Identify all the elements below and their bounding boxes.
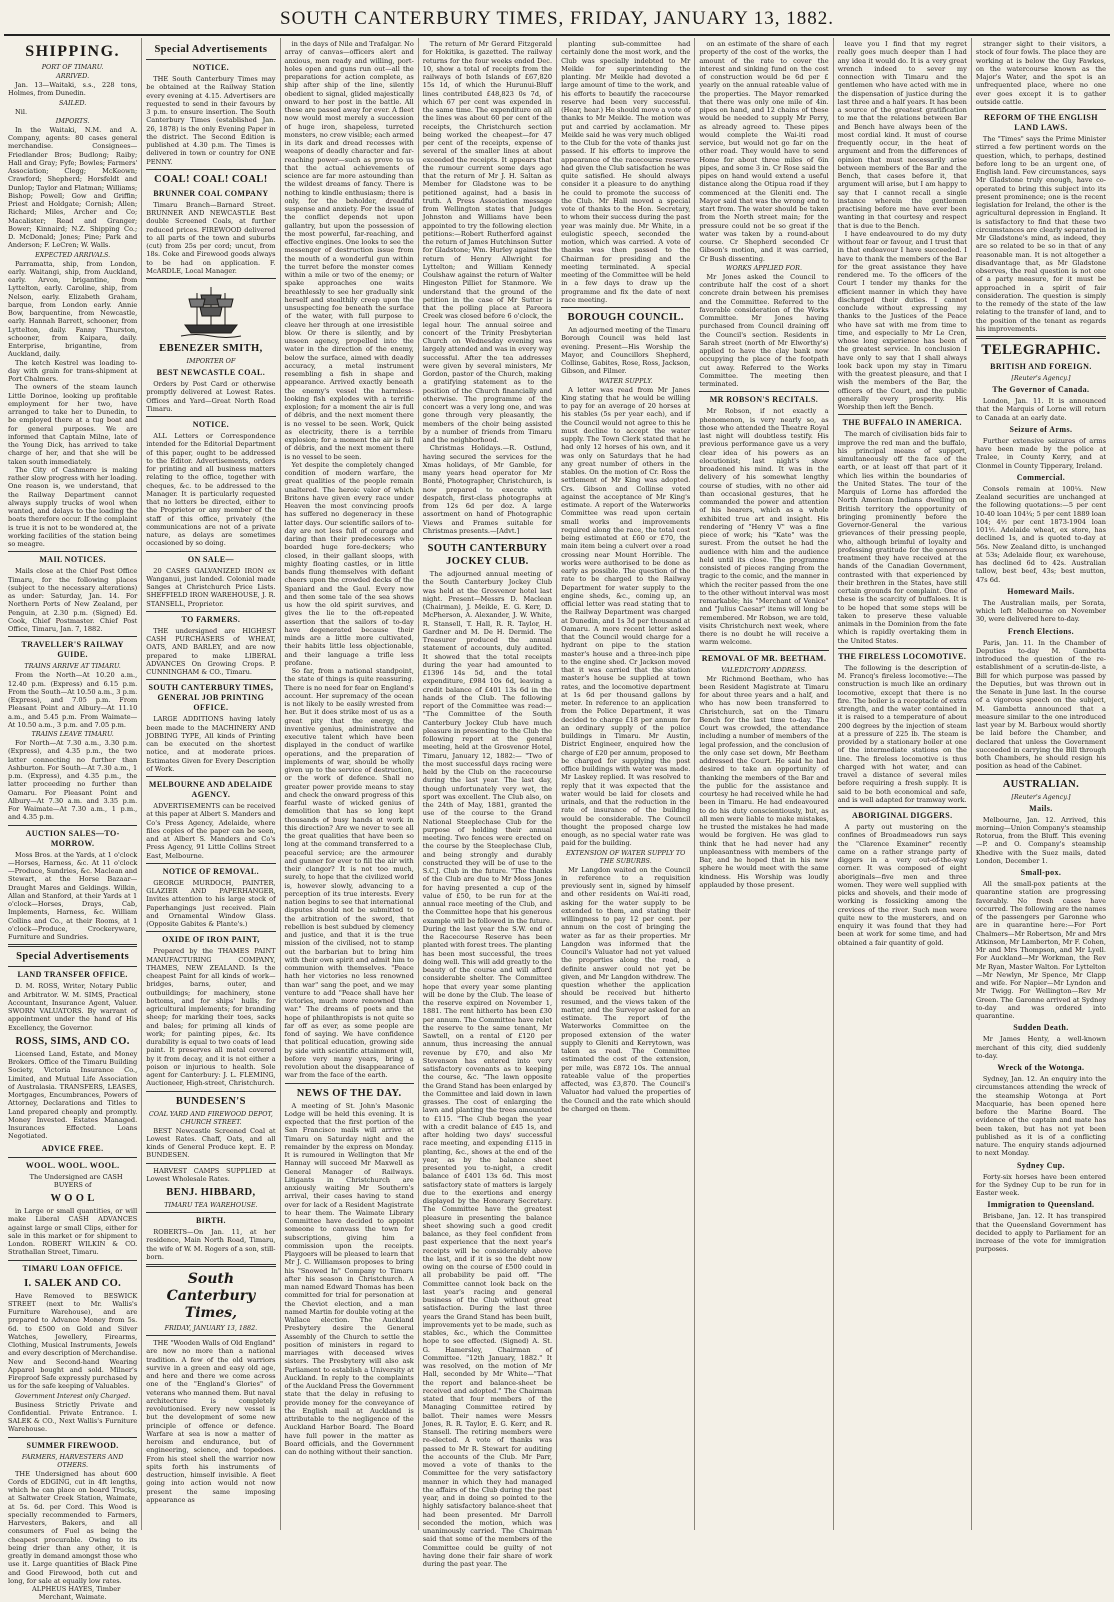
lead-article-cont-3: So far, from a national standpoint, the state of things is quite reassuring. There is no need for fear on England's account. Her supremacy of the ocean is not likely to be easily wrested from her. But it does strike most of us as a great pity that the energy, the inventive genius, administrative and executive talent which have been displayed in the conduct of warlike operations, and the preparation of implements of war, should be wholly given up to the service of destruction, or the work of defence. Shall no greater power provide means to stay and check the onward progress of this fearful waste of wicked genius of demolition that has so long kept thousands of busy hands at work in this direction? Are we never to see all the great qualities that have been so long at the command transferred to a peaceful service; are the armourer and gunner for ever to fill the air with their clangor? It is not too much, surely, to hope that the civilized world is, however slowly, advancing to a perception of its true interests. Every nation begins to see that international disputes should not be submitted to the arbitration of the sword, that rebellion is best subdued by clemency and justice, and that it is the true mission of the civilised, not to stamp out the barbarian but to bring him with their own spirit and admit him to communion with themselves. "Peace hath her victories no less renowned than war" sang the poet, and we may venture to add "Peace shall have her victories, much more renowned than war." The dreams of poets and the hope of philanthropists is not quite so far off as ever, as some people are fond of saying. We have confidence that political education, growing side by side with scientific attainment will, before very many years, bring a revolution about the disappearance of war from the face of the earth. <box>284 667 414 1080</box>
cup-text: Forty-six horses have been entered for the Sydney Cup to be run for in Easter week. <box>975 1172 1106 1197</box>
lead-article-cont: in the days of Nile and Trafalgar. No array of canvas—officers alert and anxious, men ready and willing, port-holes open and guns run out—all the preparations for action complete, as ship after ship of the line, silently obedient to signal, glided majestically onward to her post in the battle. All these are passed away for ever. A fleet now would most merely a succession of huge iron, shapeless, turreted monsters, no crew visible; each armed in its dark and dread recesses with weapons of deadly character and far-reaching power—such as prove to us that the actual achievements of science are far more astounding than the wildest dreams of fancy. There is nothing to kindle enthusiasm; there is only, for the beholder, dreadful suspense and anxiety. For the issue of the conflict depends not upon gallantry, but upon the possession of the most powerful, far-reaching, and effective engines. One looks to see the messenger of destruction issue from the mouth of a wonderful gun within the turret before the monster comes within a mile or two of the enemy; or spake approaches one waits breathlessly to see her gradually sink herself and stealthily creep upon the unsuspecting foe beneath the surface of the water, with full purpose to cleave her through at one irresistible blow. Or there is silently, and by unseen agency, propelled into the water in the direction of the enemy, below the surface, aimed with deadly accuracy, a metal instrument resembling a fish in shape and appearance. Arrived exactly beneath the enemy's vessel the harmless-looking fish explodes with a terrific explosion; for a moment the air is full of débris, and the next moment there is no vessel to be seen. Work, Quick as electricity, there is a terrible explosion; for a moment the air is full of débris, and the next moment there is no vessel to be seen. <box>284 40 414 461</box>
extension-heading: EXTENSION OF WATER SUPPLY TO THE SUBURBS. <box>565 848 686 865</box>
removal-heading: NOTICE OF REMOVAL. <box>162 866 260 876</box>
firewood-text: THE Undersigned has about 600 Cords of EDGING, cut in 4ft lengths, which he can place on board Trucks, at Saltwater Creek Station, Waimate, at 5s. 6d. per Cord. This Wood is specially recommended to Farmers, Harvesters, Bakers, and all consumers of Fuel as being the cheapest procurable. Owing to its being drier than any other, it is greatly in demand amongst those who use it. Large quantities of Black Pine and Good Firewood, both cut and long, for sale at equally low rates. <box>8 1469 138 1585</box>
wreck-text: Sydney, Jan. 12. An enquiry into the circumstances attending the wreck of the steamship Wotonga at Port Macquarie, has been opened here before the Marine Board. The evidence of the captain and mate has been taken, but has not yet been published as it is of a conflicting nature. The enquiry stands adjourned to next Monday. <box>975 1075 1106 1158</box>
paper-title: South Canterbury Times, <box>166 1271 256 1321</box>
divider <box>146 931 275 932</box>
melb-text: ADVERTISEMENTS can be received at this paper at Albert S. Manders and Co's Press Agency, Adelaide, where files copies of the paper can be seen, and at Albert S. Manders and Co's Press Agency, 91 Little Collins Street East, Melbourne. <box>146 802 276 860</box>
reuters-agency-2: [Reuter's Agency.] <box>1011 792 1071 801</box>
commercial-text: Consols remain at 100¼. New Zealand securities are unchanged at the following quotations:—5 per cent 10-40 loan 104¼; 5 per cent 1889 loan 104; 4½ per cent 1873-1904 loan 101½. Adelaide wheat, ex store, has declined 1s, and is quoted to-day at 56s. New Zealand ditto, is unchanged at 53s; Adelaide flour, ex warehouse, has declined 6d to 42s. Australian tallow, best beef, 43s; best mutton, 47s 6d. <box>975 484 1106 584</box>
expected-text: Parramatta, ship, from London, early. Waitangi, ship, from Auckland, early. Arvon, brigantine, from Lyttelton, early. Caroline, ship, from Nelson, early. Elizabeth Graham, barque, from London early. Annie Bow, barquentine, from Newcastle, early. Hannah Barrett, schooner, from Lyttelton, daily. Fanny Thurston, schooner, from Kaipara, daily. Enterprise, brigantine, from Auckland, daily. <box>8 259 138 359</box>
job-heading: SOUTH CANTERBURY TIMES, GENERAL JOB PRINTING OFFICE. <box>148 683 274 713</box>
masthead-rule <box>4 34 1110 36</box>
city-text: The City of Cashmere is making rather slow progress with her loading. One reason is, we understand, that the Railway Department cannot always supply trucks of wool when wanted, and delays to the loading the boats therefore occur. If the complaint is true it is not to be wondered at, the working facilities of the station being so meagre. <box>8 465 138 548</box>
works-text: Mr Jones asked the Council to contribute half the cost of a short concrete drain between his premises and the Committee. Referred to the favorable consideration of the Works Committee. Mr Jones having purchased from Council draining off the Council's section. Residents in Sarah street (north of Mr Elworthy's) applied to have the clay bank now occupying the place of the footpath cut away. Referred to the Works Committee. The meeting then terminated. <box>699 272 829 388</box>
divider <box>146 551 275 552</box>
british-foreign-heading: BRITISH AND FOREIGN. <box>990 362 1092 371</box>
commercial-heading: Commercial. <box>1016 472 1066 482</box>
land-heading: LAND TRANSFER OFFICE. <box>17 970 128 980</box>
loan-heading: TIMARU LOAN OFFICE. <box>22 1263 123 1273</box>
notice2-heading: NOTICE. <box>192 420 230 429</box>
paper-date: FRIDAY, JANUARY 13, 1882. <box>164 1324 258 1332</box>
wool-text: The Undersigned are CASH BUYERS of <box>29 1172 123 1189</box>
beetham-text-cont: leave you I find that my regret really goes much deeper than I had any idea it would do. It is a very great wrench indeed to sever my connection with Timaru and the gentlemen who have acted with me in the dispensation of justice during the last three and a half years. It has been a source of the greatest gratification to me that the relations between Bar and Bench have always been of the most cordial kind. It must of course frequently occur, in the heat of argument and from the differences of opinion that must necessarily arise between members of the Bar and the Bench, that cases before it, that argument will arise, but I am happy to say that I cannot recall a single instance wherein the gentlemen practising before me have ever been wanting in that courtesy and respect that is due to the Bench. <box>837 40 967 230</box>
wool-heading: WOOL. WOOL. WOOL. <box>25 1160 120 1170</box>
ross-footer: ADVICE FREE. <box>41 1143 104 1153</box>
ebenezer-heading: EBENEZER SMITH, <box>159 343 263 354</box>
death-heading: Sudden Death. <box>1013 1023 1069 1033</box>
column-2 <box>142 38 280 1530</box>
jockey-text: The adjourned annual meeting of the South Canterbury Jockey Club was held at the Grosvenor hotel last night. Present—Messrs D. Maclean (Chairman), J. Meikle, E. G. Kerr, D. McPherson, A. Alexander, J. W. White, R. Stansell, T. Hall, R. R. Taylor, H. Gardner and M. De H. Dermid. The Treasurer produced the annual statement of accounts, duly audited. It showed that the total receipts during the year had amounted to £1396 14s 5d, and the total expenditure, £984 10s 6d, leaving a credit balance of £401 13s 6d in the hands of the Club. The following report of the Committee was read:— "The Committee of the South Canterbury Jockey Club have much pleasure in presenting to the Club the following report at the general meeting, held at the Grosvenor Hotel, Timaru, January 12, 1882:— "Two of the most successful days racing were held by the Club on the racecourse during the last year. The last day, though unfortunately very wet, the sport was excellent. The Club also, on the 24th of May, 1881, granted the use of the course to the Grand National Steeplechase Club for the purpose of holding their annual meeting. Two fences were erected on the course by the Steeplechase Club, and being strongly and durably constructed they will be of use to the S.C.J. Club in the future. "The thanks of the Club are due to Mr Moss Jones for having presented a cup of the value of £50, to be run for at the annual race meeting of the Club, and the Committee hope that his generous example will be followed in the future. During the last year the S.W. end of the Racecourse Reserve has been planted with forest trees. The planting has been most successful, the trees doing well. This will add greatly to the beauty of the course and will afford considerable shelter. The Committee hope that every year some planting will be done by the Club. The lease of the reserve expired on November 1, 1881. The rent hitherto has been £30 per annum. The Committee have relet the reserve to the same tenant, Mr Sawtell, on a rental of £120 per annum, thus increasing the annual revenue by £70, and also Mr Stevenson has entered into very satisfactory covenants as to keeping the course, &c. "The lawn opposite the Grand Stand has been enlarged by the Committee and laid down in lawn grasses. The cost of enlarging the lawn and planting the trees amounted to £115. "The Club began the year with a credit balance of £45 1s, and after holding two days' successful race meeting, and expending £115 in planting, &c., shows at the end of the year, as by the balance sheet presented you to-night, a credit balance of £401 13s 6d. This most satisfactory state of matters is largely due to the exertions and energy displayed by the Honorary Secretary. The Committee have the greatest pleasure in presenting the balance sheet showing such a good credit balance, as they feel confident from past experience that the next year's receipts will be considerably above the last, and if it is so the debt now owing on the course of £500 could in all probability be paid off. "The Committee cannot look back on the last year's racing and general business of the Club without great satisfaction. During the last three years the Grand Stand has been built, improvements yet to be made, such as stables, &c., which the Committee hope to see effected. (Signed) A. St. G. Hamersley, Chairman of Committee. "12th January, 1882." It was resolved, on the motion of Mr Hall, seconded by Mr White—"That the report and balance-sheet be received and adopted." The Chairman stated that four members of the Managing Committee retired by ballot. Their names were Messrs Jones, R. R. Taylor, E. G. Kerr, and R. Stansell. The retiring members were re-elected. A vote of thanks was passed to Mr R. Stewart for auditing the accounts of the Club. Mr Parr, moved a vote of thanks to the Committee for the very satisfactory manner in which they had managed the affairs of the Club during the past year, and in doing so pointed to the highly satisfactory balance-sheet that had been presented. Mr Darroll seconded the motion, which was unanimously carried. The Chairman said that some of the members of the Committee could be guilty of not having done their fair share of work during the past year. The <box>422 570 553 1568</box>
smallpox-heading: Small-pox. <box>1020 868 1062 877</box>
farmers-heading: TO FARMERS. <box>181 614 241 624</box>
wool-big: W O O L <box>50 1193 95 1204</box>
divider <box>976 336 1106 339</box>
shipping-heading: SHIPPING. <box>25 43 121 60</box>
fireless-heading: THE FIRELESS LOCOMOTIVE. <box>838 651 967 661</box>
ross-text: Licensed Land, Estate, and Money Brokers. Office of the Timaru Building Society, Victoria Insurance Co., Limited, and Mutual Life Association of Australasia. TRANSFERS, LEASES, Mortgages, Encumbrances, Powers of Attorney, Declarations and Titles to Land prepared cheaply and promptly. Money Invested. Estates Managed. Insurances Effected. Loans Negotiated. <box>8 1049 138 1141</box>
divider <box>8 966 137 967</box>
bundesen-heading: BUNDESEN'S <box>175 1095 246 1107</box>
owners-text: The owners of the steam launch Little Dorinoe, looking up profitable employment for her two, have arranged to take her to Dunedin, to be employed there at a tug boat and for general purposes. We are informed that Captain Milne, late of the Young Dick, has arrived to take charge of her, and that she will be taken south immediately. <box>8 383 138 466</box>
farmers-text: THE undersigned are HIGHEST CASH PURCHASERS of WHEAT, OATS, AND BARLEY, and are now prepared to make LIBERAL ADVANCES On Growing Crops. P. CUNNINGHAM & CO., Timaru. <box>146 626 276 676</box>
ebenezer-text: Orders by Post Card or otherwise promptly delivered at Lowest Rates. Offices and Yard—Great North Road Timaru. <box>146 380 276 413</box>
wool-text-2: in Large or small quantities, or will make Liberal CASH ADVANCES against large or small Clips, either for sale in this market or for shipment to London. ROBERT WILKIN & CO. Strathallan Street, Timaru. <box>8 1207 138 1257</box>
hibbard-heading: BENJ. HIBBARD, <box>166 1187 256 1198</box>
columns <box>4 38 1110 1602</box>
column-4 <box>419 38 557 1568</box>
loan-text: Have Removed to BESWICK STREET (next to Mr. Wallis's Furniture Warehouse), and are prepared to Advance Money from 5s. 6d. to £500 on Gold and Silver Watches, Jewellery, Firearms, Clothing, Musical Instruments, Jewels and every description of Merchandise. New and Second-hand Wearing Apparel bought and sold. Milner's Fireproof Safe expressly purchased by us for the safe keeping of Valuables. <box>8 1291 138 1391</box>
reform-heading: REFORM OF THE ENGLISH LAND LAWS. <box>983 113 1098 132</box>
beetham-sub: VALEDICTORY ADDRESS. <box>721 665 807 674</box>
french-heading: French Elections. <box>1007 626 1075 636</box>
special-ads-heading: Special Advertisements <box>16 951 130 963</box>
rail-sub-2: TRAINS LEAVE TIMARU. <box>31 730 114 738</box>
divider <box>146 863 275 864</box>
death-text: Mr James Henty, a well-known merchant of this city, died suddenly to-day. <box>975 1035 1106 1060</box>
divider <box>561 307 690 308</box>
divider <box>699 391 828 392</box>
column-5 <box>557 38 695 1530</box>
firewood-sub: FARMERS, HARVESTERS AND OTHERS. <box>21 1452 124 1469</box>
divider <box>976 774 1106 775</box>
divider <box>8 1260 137 1261</box>
divider <box>146 416 275 417</box>
oxide-text: Prepared by the THAMES PAINT MANUFACTURING COMPANY, THAMES, NEW ZEALAND. Is the cheapest Paint for all kinds of work—bridges, barns, outer, and outbuildings; for machinery, stone bottoms, and for ships' hulls; for agricultural implements; for branding sheep; for marking their toes, sacks and bales; for priming all kinds of work; for painting pipes, &c. Its durability is equal to two coats of lead paint. It preserves all metal covered by it from decay, and it is not either a poison or injurious to health. Sole agent for Canterbury: J. L. FLEMING, Auctioneer, High-street, Christchurch. <box>146 947 276 1088</box>
divider <box>8 1157 137 1158</box>
port-heading: PORT OF TIMARU. <box>41 63 104 71</box>
loan-footer-2: Business Strictly Private and Confidential. Private Entrance. I. SALEK & CO., Next Wallis's Furniture Warehouse. <box>8 1400 138 1434</box>
telegraphic-heading: TELEGRAPHIC. <box>981 342 1101 358</box>
borough-text: An adjourned meeting of the Timaru Borough Council was held last evening. Present—His Worship the Mayor, and Councillors Shepherd, Collinse, Gabites, Rose, Ross, Jackson, Gibson, and Filmer. <box>561 326 691 376</box>
auction-heading: AUCTION SALES—TO-MORROW. <box>25 828 120 848</box>
news-text: A meeting of St. John's Masonic Lodge will be held this evening. It is expected that the first portion of the San Francisco mails will arrive at Timaru on Saturday night and the remainder by the express on Monday. It is rumoured in Wellington that Mr Hannay will succeed Mr Maxwell as General Manager of Railways. Litigants in Christchurch are anxiously waiting Mr Southern's arrival, their cases having to stand over for lack of a Resident Magistrate to hear them. The Waimate Library Committee have decided to appoint someone to canvass the town for subscriptions, giving him a commission upon the receipts. Playgoers will be pleased to learn that Mr J. C. Williamson proposes to bring his "Snowed In" Company to Timaru after his season in Christchurch. A man named Edward Thomas has been committed for trial for personation at the Cheviot election, and a man named Martin for double voting at the Wallace election. The Auckland Presbytery desire the General Assembly of the Church to settle the position of ministers in regard to marriages with deceased wives sisters. The Presbytery will also ask Parliament to establish a University at Auckland. In reply to the complaints of the Auckland Press the Government state that the delay in refusing to provide money for the conveyance of the English mail at Auckland is attributable to the negligence of the Auckland Harbor Board. The Board have full power in the matter as Board officials, and the Government can do nothing without their sanction. <box>284 1101 414 1456</box>
buffalo-text: The march of civilisation bids fair to improve the red man and the buffalo, his principal means of support, simultaneously off the face of the earth, or at least off that part of it which lies within the boundaries of the United States. The tour of the Marquis of Lorne has afforded the North American Indians dwelling on British territory the opportunity of bringing prominently before the Governor-General the various grievances of their pressing people, who, although brimful of loyalty and professing gratitude for the generous treatment they have received at the hands of the Canadian Government, contrasted with that experienced by their brethren in the States, have still certain grounds for complaint. One of these is the scarcity of buffaloes. It is to be hoped that some steps will be taken to preserve these valuable animals in the Dominion from the fate which is rapidly overtaking them in the United States. <box>837 430 967 645</box>
robson-text: Mr Robson, if not exactly a phenomenon, is very nearly so, as those who attended the Theatre Royal last night will doubtless testify. His previous performance gave us a very clear idea of his powers as an elocutionist; last night's show broadened his mind. It was in the delivery of his somewhat lengthy course of studies, with no other aid than occasional gestures, that he commanded the power and attention of his hearers, which as a whole exhibited true art and insight. His rendering of "Henry V" was a fine piece of work; his "Kate" was the surest. From the outset he had the audience with him and the audience held until its close. The programme consisted of pieces ranging from the tragic to the comic, and the manner in which the reciter passed from the one to the other without interval was most remarkable; his "Merchant of Venice" and "Julius Caesar" items will long be remembered. Mr Robson, we are told, visits Christchurch next week, where there is no doubt he will receive a warm welcome. <box>699 407 829 647</box>
hibbard-text: HARVEST CAMPS SUPPLIED at Lowest Wholesale Rates. <box>146 1166 276 1183</box>
divider <box>838 807 967 808</box>
bundesen-text: BEST Newcastle Screened Coal at Lowest Rates. Chaff, Oats, and all kinds of General Produce kept. E. P. BUNDESEN. <box>146 1126 276 1160</box>
immigration-heading: Immigration to Queensland. <box>987 1200 1095 1210</box>
column-1 <box>4 38 142 1602</box>
diggers-text: A party out mustering on the confines of Broadmeadows run says the "Clarence Examiner" recently came on a rather strange party of diggers in a very out-of-the-way corner. It was composed of eight aboriginals—five men and three women. They were well supplied with picks and shovels, and their mode of working is fossicking among the crevices of the river. Such men were quite new to the musterers, and on enquiry it was found that they had been at work for some time, and had obtained a fair quantity of gold. <box>837 823 967 947</box>
mails-heading: Homeward Mails. <box>1007 586 1075 596</box>
imports-label: IMPORTS. <box>55 116 90 125</box>
sale-heading: ON SALE— <box>187 554 234 564</box>
ross-heading: ROSS, SIMS, AND CO. <box>15 1035 130 1047</box>
advt-text: Christmas Holidays.—R. Ostlund, having secured the services for the Xmas holidays, of Mr Gamble, for many years head operator for Mr Bonté, Photographer, Christchurch, is now prepared to execute with despatch, first-class photographs at from 12s 6d per doz. A large assortment on hand of Photographic Views and Frames suitable for Christmas presents.—[Advt.] <box>422 444 553 535</box>
mail-text: Mails close at the Chief Post Office Timaru, for the following places (subject to the necessary alterations) as under: Saturday, Jan. 14. For Northern Ports of New Zealand, per Penguin, at 2.30 p.m. (Signed) Ed. Cook, Chief Postmaster. Chief Post Office, Timaru, Jan. 7, 1882. <box>8 567 138 633</box>
aus-mails-heading: Mails. <box>1029 803 1053 813</box>
sale-text: 20 CASES GALVANIZED IRON ex Wanganui, just landed. Colonial made Sanges at Christchurch Price Lists. SHEFFIELD IRON WAREHOUSE, J. R. STANSELL, Proprietor. <box>146 566 276 608</box>
fireless-text: The following is the description of M. Francq's fireless locomotive:—The construction is much like an ordinary locomotive, except that there is no fire. The boiler is a receptacle of extra strength, and the water contained in it is raised to a temperature of about 200 degrees by the injection of steam at a pressure of 225 lb. The steam is provided by a stationary boiler at one of the intermediate stations on the line. The fireless locomotive is thus charged with hot water, and can travel a distance of several miles before requiring a fresh supply. It is said to be both economical and safe, and is well adapted for tramway work. <box>837 663 967 804</box>
divider <box>146 169 275 170</box>
rail-sub: TRAINS ARRIVE AT TIMARU. <box>24 662 121 671</box>
beetham-heading: REMOVAL OF MR. BEETHAM. <box>701 653 827 663</box>
arms-text: Further extensive seizures of arms have been made by the police at Tralee, in County Kerry, and at Clonmel in County Tipperary, Ireland. <box>975 436 1106 470</box>
water-heading: WATER SUPPLY. <box>598 376 653 385</box>
special-ads-heading-2: Special Advertisements <box>154 44 268 55</box>
column-8 <box>972 38 1110 1530</box>
extension-text: Mr Langdon waited on the Council in reference to a requisition previously sent in, signed by himself and other residents on Wai-iti road, asking for the water supply to be extended to them, and stating their willingness to pay 12 per cent. per annum on the cost of bringing the water as far as their properties. Mr Langdon was informed that the Council's Valuator had not yet valued the properties along the road, a definite answer could not yet be given, and Mr Langdon withdrew. The question whether the application should be received but hitherto resumed, and the views taken of the matter, and the Surveyor asked for an estimate. The report of the Waterworks Committee on the proposed extension of the water supply to Gleniti and Kerrytown, was taken as read. The Committee estimated the cost of the extension, per mile, was £872 10s. The annual rateable value of the properties affected, was £3,870. The Council's Valuator had valued the properties of the Council and the rate which should be charged on them. <box>561 865 691 1113</box>
governor-text: London, Jan. 11. It is announced that the Marquis of Lorne will return to Canada at an early date. <box>975 397 1106 422</box>
divider <box>146 1091 275 1092</box>
mails-text: The Australian mails, per Sorata, which left Melbourne on November 30, were delivered here to-day. <box>975 598 1106 624</box>
notice-heading: NOTICE. <box>192 63 230 72</box>
beetham-text: Mr Richmond Beetham, who has been Resident Magistrate at Timaru for about three years and a half, and who has now been transferred to Christchurch, sat on the Timaru Bench for the last time to-day. The Court was crowded, the attendance including a number of members of the legal profession, and the conclusion of the only case set down, Mr Beetham addressed the Court. He said he had desired to take an opportunity of thanking the members of the Bar and the public for the assistance and courtesy he had received while he had been in Timaru. He had endeavoured to do his duty conscientiously, but, as all men were liable to make mistakes, he trusted the mistakes he had made would be forgiven. He was glad to think that he had never had any unpleasantness with members of the Bar, and he hoped that in his new sphere he would meet with the same kindness. His Worship was loudly applauded by those present. <box>699 674 829 889</box>
borough-heading: BOROUGH COUNCIL. <box>567 312 684 323</box>
news-text-cont: The return of Mr Gerard Fitzgerald for Hokitika, is gazetted. The railway returns for the four weeks ended Dec. 10, show a total of receipts from the railways of both Islands of £67,820 15s 1d, of which the Hurunui-Bluff lines contributed £48,823 0s 7d, of which 67 per cent was expended in the same time. The expenditure on all the lines was about 60 per cent of the receipts, the Christchurch section being worked the cheapest—for 47 per cent of the receipts, expense of several of the smaller lines at about exceeded the receipts. It appears that the rumour current some days ago that the return of Mr J. H. Saltan as Member for Gladstone was to be petitioned against, had a basis in truth. A Press Association message from Wellington states that Judges Johnston and Williams have been appointed to try the following election petitions:—Robert Rutherford against the return of James Hutchinson Sutter for Gladstone; Wm. Hurley against the return of Henry Allwright for Lyttelton; and William Kennedy Coulshaw against the return of Walter Hingeston Pilliet for Stanmore. We understand that the ground of the petition in the case of Mr Sutter is that the polling place at Pareora Creek was closed before 6 o'clock, the legal hour. The annual soiree and concert of the Trinity Presbyterian Church on Wednesday evening was largely attended and was in every way successful. After the tea addresses were given by several ministers, Mr Gordon, pastor of the Church, making a gratifying statement as to the position of the Church financially and otherwise. The programme of the concert was a very long one, and was gone through very pleasantly, the members of the choir being assisted by a number of friends from Timaru and the neighborhood. <box>422 40 553 444</box>
arrived-label: ARRIVED. <box>56 72 90 80</box>
divider <box>146 59 275 60</box>
sailed-label: SAILED. <box>58 98 87 107</box>
imports-text: In the Waitaki, N.M. and A. Company, agents: 80 cases general merchandise. Consignees—Friedlander Bros; Budlong; Raiby; Hall and Gray; Fyfe; Bowles; Farmers' Association; Clegg; McKeown; Crawford; Shepherd; Horsfeldt and Dunlop; Taylor and Flatman; Williams; Bishop; Powell; Gow and Griffin; Priest and Holdgate; Cornish; Allen; Richard; Miles, Archer and Co; Macalister; Read and Granger; Bower; Kinnaird; N.Z. Shipping Co.; D. McDonald; Jones; Pine; Park and Anderson; F. LeCren; W. Walls. <box>8 125 138 250</box>
divider <box>146 1163 275 1164</box>
aus-mails-text: Melbourne, Jan. 12. Arrived, this morning—Union Company's steamship Rotorua, from the Bluff. This evening—P. and O. Company's steamship Khedive with the Suez mails, dated London, December 1. <box>975 815 1106 865</box>
hibbard-sub: TIMARU TEA WAREHOUSE. <box>164 1201 258 1209</box>
arrived-text: Jan. 13—Waitaki, s.s., 228 tons, Holmes, from Dunedin. <box>8 81 138 98</box>
news-heading: NEWS OF THE DAY. <box>296 1087 402 1099</box>
reform-text: The "Times" says the Prime Minister stirred a few pertinent words on the question, which, to perhaps, destined before long to be an urgent one, of English land. Few circumstances, says Mr Gladstone truly enough, have co-operated to bring this subject into its present prominence; one is the recent legislation for Ireland, the other is the agricultural depression in England. It is satisfactory to find that these two circumstances are clearly separated in Mr Gladstone's mind, as indeed, they are so related to be so in that of any reasonable man. It is not altogether a disadvantage that, as Mr Gladstone observes, the real question is not one of a party measure, for it must be approached in a spirit of fair consideration. The question is simply to the remedy of the state of the law relating to the transfer of land, and to the position of the tenant as regards his improvements. <box>975 135 1106 333</box>
divider <box>8 825 137 826</box>
column-6 <box>695 38 833 1530</box>
divider <box>423 538 552 539</box>
brunner-heading: BRUNNER COAL COMPANY <box>153 188 269 198</box>
firewood-sign: ALPHEUS HAYES, Timber Merchant, Waimate. <box>32 1585 121 1602</box>
rail-heading: TRAVELLER'S RAILWAY GUIDE. <box>21 640 124 660</box>
divider <box>976 109 1106 110</box>
reuters-agency: [Reuter's Agency.] <box>1011 374 1071 382</box>
divider <box>8 1437 137 1438</box>
birth-text: ROBERTS—On Jan. 11, at her residence, Main North Road, Timaru, the wife of W. M. Rogers of a son, still-born. <box>146 1228 276 1261</box>
jockey-heading: SOUTH CANTERBURY JOCKEY CLUB. <box>427 543 548 567</box>
works-heading: WORKS APPLIED FOR. <box>725 263 803 272</box>
diggers-heading: ABORIGINAL DIGGERS. <box>851 811 953 820</box>
lead-article-cont-2: Yet despite the completely changed condition of modern warfare, the great qualities of the people remain unaltered. The heroic valor of which Britons have given every race under Heaven the most convincing proofs has suffered no degeneracy in these latter days. Our scientific sailors of to-day are not less full of courage and daring than their predecessors who boarded huge fore-deckers; who closed, in their gallant sloops, with mighty floating castles, or in little bands flung themselves with defiant cheers upon the crowded decks of the Spaniard and the Gaul. Every now and then some tale of the sea shows us how the old spirit survives, and gives the lie to the oft-repeated assertion that the sailors of to-day have degenerated because their minds are a little more cultivated, their habits little less objectionable, and their language a trifle less profane. <box>284 460 414 667</box>
smallpox-text: All the small-pox patients at the quarantine station are progressing favorably. No fresh cases have occurred. The following are the names of the passengers per Garonne who are in quarantine here:—For Port Chalmers—Mr Robertson, Mr and Mrs Atkinson, Mr Lamberton, Mr F. Cohen, Mr and Mrs Thompson, and Mr Lyell. For Auckland—Mr Workman, the Rev Mr Ryan, Master Walton. For Lyttelton—Mr Newlyn, Mr Spence, Mr Clapp and wife. For Napier—Mr Lyndon and Mr Twigg. For Wellington—Rev Mr Green. The Garonne arrived at Sydney to-day and was ordered into quarantine. <box>975 880 1106 1020</box>
kestrel-text: The ketch Kestrel was loading to-day with grain for trans-shipment at Port Chalmers. <box>8 358 138 383</box>
divider <box>146 776 275 777</box>
divider <box>699 650 828 651</box>
divider <box>146 1212 275 1213</box>
divider <box>8 944 137 947</box>
notice-text: THE South Canterbury Times may be obtained at the Railway Station every evening at 4.15. Advertisers are requested to send in their favours by 3 p.m. to ensure insertion. The South Canterbury Times (established Jan. 26, 1878) is the only Evening Paper in the district. The Second Edition is published at 4.30 p.m. The Times is delivered in town or country for ONE PENNY. <box>146 75 276 166</box>
water-text: A letter was read from Mr Janes King stating that he would be willing to pay for an average of 20 horses at his stables (5s per year each), and if the Council would not agree to this he must decline to accept the water supply. The Town Clerk stated that he had only 12 horses of his own, and it was only on Saturdays that he had any great number of others in the stables. On the motion of Cr. Ross the settlement of Mr King was adopted. Crs. Gibson and Collinse voted against the acceptance of Mr King's estimate. A report of the Waterworks Committee was read upon certain small works and improvements required along the race, the total cost being estimated at £60 or £70, the main item being a culvert over a road crossing near Mount Horrible. The works were authorised to be done as early as possible. The question of the rate to be charged to the Railway Department for water supply to the engine sheds, &c., coming up, an official letter was read stating that to the Railway Department was charged at Dunedin, and 1s 3d per thousand at Oamaru. A more recent letter asked that the Council would charge for a hydrant on pipe to the station master's house and a three-inch pipe to the engine shed. Cr Jackson moved that it was carried that the station master's house be supplied at town rates, and the locomotive department at 1s 6d per thousand gallons by meter. In reference to an application from the Police Department, it was decided to charge £18 per annum for an ordinary supply of the police buildings in Timaru. Mr Austin, District Engineer, enquired how the charge of £20 per annum, proposed to be charged for supplying the post office buildings with water was made. Mr Laskey replied. It was resolved to reply that it was expected that the water would be laid for closets and urinals, and that the reduction in the rate of insurance of the building would be considerable. The Council thought the proposed charge low enough, as no special water rate was paid for the building. <box>561 385 691 848</box>
divider <box>8 551 137 552</box>
divider <box>146 278 275 279</box>
loan-name: I. SALEK AND CO. <box>24 1277 122 1289</box>
rail-text: From the North—At 10.20 a.m., 12.40 p.m. (Express) and 6.15 p.m. From the South—At 10.50 a.m., 3 p.m. (Express), and 7.05 p.m. From Pleasant Point and Albury—At 11.10 a.m., and 5.45 p.m. From Waimate—At 10.50 a.m., 3 p.m. and 7.05 p.m. <box>8 671 138 729</box>
divider <box>8 636 137 637</box>
australian-heading: AUSTRALIAN. <box>1002 778 1080 790</box>
mail-heading: MAIL NOTICES. <box>39 555 106 565</box>
robson-heading: MR ROBSON'S RECITALS. <box>709 395 819 405</box>
job-text: LARGE ADDITIONS having lately been made to the MACHINERY AND JOBBING TYPE, All kinds of Printing can be executed on the shortest notice, and at moderate prices. Estimates Given for Every Description of Work. <box>146 715 276 773</box>
beetham-text-cont-2: I have endeavoured to do my duty without fear or favour, and I trust that in that endeavour I have succeeded. I have to thank the members of the Bar for the great assistance they have rendered me. To the officers of the Court I tender my thanks for the efficient manner in which they have discharged their duties. I cannot conclude without expressing my thanks to the Justices of the Peace who have sat with me from time to time, and especially to Mr Le Cren, whose long experience has been of the greatest service. In conclusion I have only to say that I shall always look back upon my stay in Timaru with the greatest pleasure, and that I wish the members of the Bar, the officers of the Court, and the public generally every prosperity. His Worship then left the Bench. <box>837 229 967 411</box>
diggers-text-cont: stranger sight to their visitors, a stock of four fowls. The place they are working at is below the Guy Fawkes, on the watercourse known as the Major's Water, and the spot is an unfrequented place, where no one ever goes except it is to gather outside cattle. <box>975 40 1106 106</box>
masthead: SOUTH CANTERBURY TIMES, FRIDAY, JANUARY 13, 1882. <box>280 8 834 29</box>
coal-heading: COAL! COAL! COAL! <box>154 173 268 185</box>
rail-text-2: For North—At 7.30 a.m., 3.30 p.m. (Express), and 4.35 p.m., the two latter connecting no further than Ashburton. For South—At 7.30 a.m., 1 p.m. (Express), and 4.35 p.m., the latter proceeding no further than Oamaru. For Pleasant Point and Albury—At 7.30 a.m. and 3.35 p.m. For Waimate—At 7.30 a.m., 1 p.m., and 4.35 p.m. <box>8 739 138 822</box>
french-text: Paris, Jan. 11. In the Chamber of Deputies to-day M. Gambetta introduced the question of the re-establishment of a scrutin-de-liste, a Bill for which purpose was passed by the Deputies, but was thrown out in the Senate in June last. In the course of a vigorous speech on the subject, M. Gambetta announced that a measure similar to the one introduced last year by M. Barboux would shortly be laid before the Chamber, and declared that unless the Government succeeded in carrying the Bill through both Chambers, he should resign his position as head of the Cabinet. <box>975 638 1106 771</box>
ebenezer-sub: IMPORTER OF <box>186 357 236 365</box>
governor-heading: The Governor of Canada. <box>992 385 1090 394</box>
notice2-text: ALL Letters or Correspondence intended for the Editorial Department of this paper, ought to be addressed to the Editor. Advertisements, orders for printing and all business matters relating to the office, together with cheques, &c. to be addressed to the Manager. It is particularly requested that no letters be directed, either to the Proprietor or any member of the staff of this office, privately (the communications are not of a private nature, as delays are sometimes occasioned by so doing. <box>146 432 276 548</box>
firewood-heading: SUMMER FIREWOOD. <box>26 1440 119 1450</box>
brunner-text: Timaru Branch—Barnard Street. BRUNNER AND NEWCASTLE Best double Screened Coals, at further reduced prices. FIREWOOD delivered to all parts of the town and suburbs (cut) from 25s per cord; uncut, from 18s. Coke and Firewood goods always to be had on application. F. McARDLE, Local Manager. <box>146 200 276 275</box>
land-text: D. M. ROSS, Writer, Notary Public and Arbitrator. W. M. SIMS, Practical Accountant, Insurance Agent, Valuer. SWORN VALUATORS. By warrant of appointment under the hand of His Excellency, the Governor. <box>8 982 138 1032</box>
bundesen-sub: COAL YARD AND FIREWOOD DEPOT, CHURCH STREET. <box>148 1109 273 1126</box>
divider <box>146 1264 275 1267</box>
extension-text-cont: on an estimate of the share of each property of the cost of the works, the amount of the rate to cover the interest and sinking fund on the cost of construction would be 6d per £ yearly on the annual rateable value of the properties. The Mayor remarked that there was only one mile of 4in. pipes on hand, and 12 chains of these would be needed to supply Mr Perry, as already agreed to. These pipes would complete the Wai-iti road service, but would not go far on the other road. They would have to send Home for about three miles of 6in pipes, and some 3 in. Cr Rose said the pipes on hand would extend a useful distance along the Otipua road if they commenced at the Gleniti end. The Mayor said that was the wrong end to start from. The water should be taken from the North street main; for the pressure could not be so great if the water was taken by a round-about course. Cr Shepherd seconded Cr Gibson's motion, and it was carried, Cr Bush dissenting. <box>699 40 829 263</box>
ebenezer-coal: BEST NEWCASTLE COAL. <box>156 368 266 377</box>
arms-heading: Seizure of Arms. <box>1009 424 1073 434</box>
immigration-text: Brisbane, Jan. 12. It has transpired that the Queensland Government has decided to apply to Parliament for an increase of the vote for immigration purposes. <box>975 1212 1106 1254</box>
melb-heading: MELBOURNE AND ADELAIDE AGENCY. <box>148 780 273 799</box>
auction-text: Moss Bros. at the Yards, at 1 o'clock—Horses, Harness, &c. At 11 o'clock—Produce, Sundries, &c. Maclean and Stewart, at the Horse Bazaar—Draught Mares and Geldings. Wilkin, Allan and Stanford, at their Yards at 1 o'clock—Horses, Drays, Cab, Implements, Harness, &c. William Collins and Co., at their Rooms, at 1 o'clock—Produce, Crockeryware, Furniture and Sundries. <box>8 850 138 941</box>
divider <box>838 414 967 415</box>
divider <box>838 648 967 649</box>
buffalo-heading: THE BUFFALO IN AMERICA. <box>842 418 962 428</box>
loan-footer: Government Interest only Charged. <box>14 1391 131 1400</box>
column-3 <box>281 38 419 1530</box>
birth-heading: BIRTH. <box>195 1216 226 1225</box>
sailed-text: Nil. <box>15 107 28 116</box>
jockey-text-cont: planting sub-committee had certainly done the most work, and the Club was specially indebted to Mr Meikle for superintending the planting. Mr Meikle had devoted a large amount of time to the work, and his efforts to beautify the racecourse reserve had been very successful. (Hear, hear.) He should move a vote of thanks to Mr Meikle. The motion was put and carried by acclamation. Mr Meikle said he was very much obliged to the Club for the vote of thanks just passed. If his efforts to improve the appearance of the racecourse reserve had given the Club satisfaction he was quite satisfied. He should always consider it a pleasure to do anything he could to promote the success of the Club. Mr Hall moved a special vote of thanks to the Hon. Secretary, to whom their success during the past year was mainly due. Mr White, in a eulogistic speech, seconded the motion, which was carried. A vote of thanks was then passed to the Chairman for presiding and the meeting terminated. A special meeting of the Committee will be held in a few days to draw up the programme and fix the date of next race meeting. <box>561 40 691 304</box>
divider <box>146 679 275 680</box>
column-7 <box>834 38 972 1530</box>
divider <box>285 1083 414 1084</box>
expected-label: EXPECTED ARRIVALS. <box>35 250 111 259</box>
lead-article: THE "Wooden Walls of Old England" are now no more than a national tradition. A few of the old warriors survive in a green and easy old age, and here and there we come across one of the "England's Glories" of veterans who manned them. But naval architecture is completely revolutionised. Every new vessel is but the development of some new principle of offence or defence. Warfare at sea is now a matter of heroism and endurance, but of engineering, science, and topedoes. From his steel shell the warrior now spits forth his instruments of destruction, himself invisible. A fleet going into action would not now present the same imposing appearance as <box>146 1339 276 1504</box>
cup-heading: Sydney Cup. <box>1016 1160 1065 1170</box>
wreck-heading: Wreck of the Wotonga. <box>997 1063 1085 1072</box>
removal-text: GEORGE MURDOCH, PAINTER, GLAZIER AND PAPERHANGER, Invites attention to his large stock of Paperhangings just received. Plain and Ornamental Window Glass. (Opposite Gabites & Plante's.) <box>146 878 276 928</box>
oxide-heading: OXIDE OF IRON PAINT, <box>162 935 260 945</box>
divider <box>146 611 275 612</box>
divider <box>146 1335 275 1336</box>
ship-icon <box>181 283 241 339</box>
